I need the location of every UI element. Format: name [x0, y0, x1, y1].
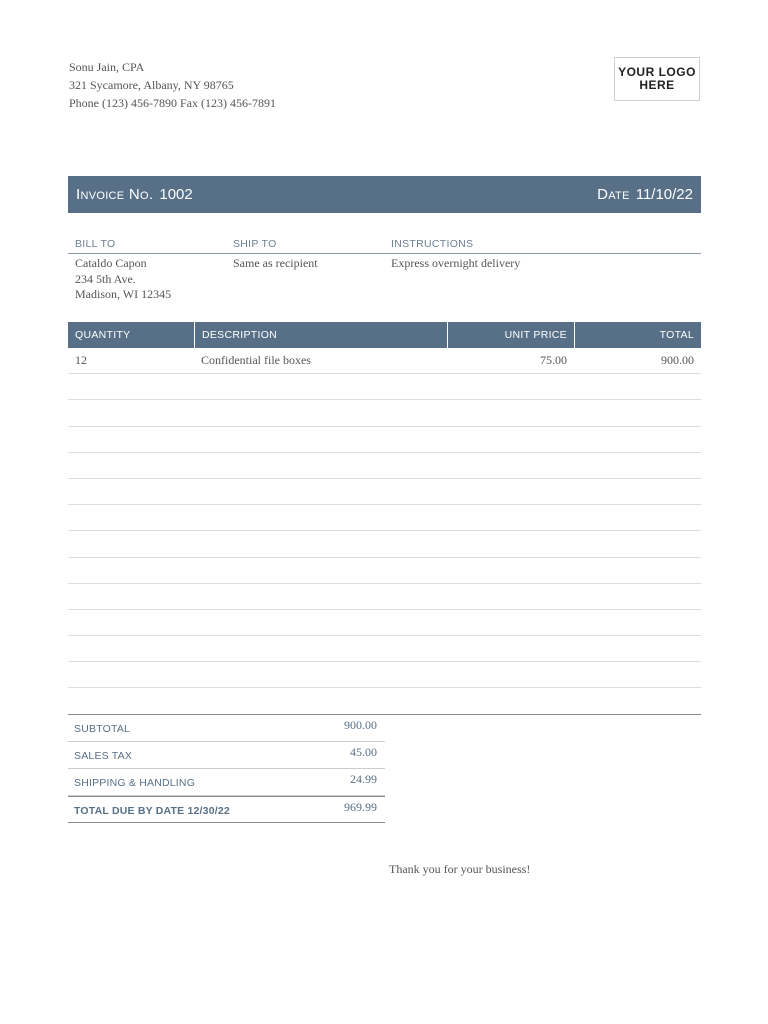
cell-description: [194, 374, 447, 399]
totals-block: [68, 715, 385, 823]
cell-description: [194, 531, 447, 556]
cell-quantity: [68, 662, 194, 687]
cell-quantity: [68, 453, 194, 478]
cell-unit-price: [447, 427, 574, 452]
table-row: [68, 531, 701, 557]
table-row: [68, 348, 701, 374]
cell-unit-price: [447, 479, 574, 504]
cell-quantity: 12: [75, 353, 87, 368]
cell-unit-price: [447, 531, 574, 556]
cell-unit-price: [447, 374, 574, 399]
cell-total: [574, 531, 701, 556]
totals-value: 900.00: [344, 718, 377, 732]
cell-quantity: [68, 400, 194, 425]
header-total: TOTAL: [574, 322, 701, 348]
cell-quantity: [68, 610, 194, 635]
cell-description: [194, 610, 447, 635]
sender-name: Sonu Jain, CPA: [69, 60, 145, 74]
cell-description: [194, 584, 447, 609]
invoice-date: 11/10/22: [635, 186, 693, 203]
items-table-body: [68, 348, 701, 715]
totals-row: [68, 796, 385, 823]
cell-unit-price: [447, 453, 574, 478]
cell-description: [194, 400, 447, 425]
invoice-number-label: Invoice No.: [76, 186, 154, 203]
totals-value: 969.99: [344, 800, 377, 814]
table-row: [68, 374, 701, 400]
cell-quantity: [68, 636, 194, 661]
bill-to-line: Cataldo Capon: [75, 256, 147, 270]
header-unit-price: UNIT PRICE: [447, 322, 574, 348]
totals-label: SHIPPING & HANDLING: [74, 777, 196, 789]
bill-to-line: 234 5th Ave.: [75, 271, 136, 286]
cell-unit-price: [447, 505, 574, 530]
cell-quantity: [68, 374, 194, 399]
totals-value: 45.00: [350, 745, 377, 759]
instructions: Express overnight delivery: [391, 256, 521, 270]
cell-unit-price: [447, 636, 574, 661]
cell-total: [574, 453, 701, 478]
cell-total: [574, 636, 701, 661]
table-row: [68, 400, 701, 426]
table-row: [68, 584, 701, 610]
header-quantity: QUANTITY: [68, 322, 194, 348]
cell-quantity: [68, 479, 194, 504]
cell-quantity: [68, 688, 194, 713]
totals-row: [68, 742, 385, 769]
header-description: DESCRIPTION: [194, 322, 447, 348]
table-row: [68, 453, 701, 479]
cell-description: [194, 636, 447, 661]
cell-description: [194, 662, 447, 687]
cell-description: Confidential file boxes: [201, 353, 311, 368]
logo-line-2: HERE: [639, 78, 675, 92]
cell-unit-price: [447, 610, 574, 635]
cell-description: [194, 505, 447, 530]
table-row: [68, 610, 701, 636]
cell-quantity: [68, 531, 194, 556]
cell-total: [574, 374, 701, 399]
thank-you-note: Thank you for your business!: [389, 862, 531, 876]
cell-total: [574, 662, 701, 687]
sender-phone-fax: Phone (123) 456-7890 Fax (123) 456-7891: [69, 96, 276, 110]
info-header: [68, 236, 701, 254]
logo-line-1: YOUR LOGO: [618, 65, 696, 79]
cell-total: [574, 505, 701, 530]
sender-block: [69, 58, 276, 112]
bill-to-label: BILL TO: [75, 238, 116, 250]
cell-total: [574, 427, 701, 452]
ship-to: Same as recipient: [233, 256, 318, 270]
cell-quantity: [68, 505, 194, 530]
items-table-header: [68, 322, 701, 348]
bill-to-line: Madison, WI 12345: [75, 287, 172, 301]
bill-to: [75, 256, 171, 303]
totals-value: 24.99: [350, 772, 377, 786]
instructions-label: INSTRUCTIONS: [391, 238, 474, 250]
cell-description: [194, 479, 447, 504]
cell-total: [574, 479, 701, 504]
cell-total: [574, 558, 701, 583]
ship-to-label: SHIP TO: [233, 238, 277, 250]
totals-label: SUBTOTAL: [74, 723, 131, 735]
table-row: [68, 427, 701, 453]
cell-total: [574, 610, 701, 635]
cell-quantity: [68, 558, 194, 583]
cell-unit-price: [447, 558, 574, 583]
invoice-date-label: Date: [597, 186, 630, 203]
table-row: [68, 662, 701, 688]
totals-label: TOTAL DUE BY DATE 12/30/22: [74, 805, 230, 817]
cell-unit-price: 75.00: [540, 353, 567, 368]
cell-description: [194, 427, 447, 452]
logo-placeholder: [614, 57, 700, 101]
invoice-number: 1002: [159, 186, 193, 203]
table-row: [68, 558, 701, 584]
table-row: [68, 505, 701, 531]
cell-total: 900.00: [661, 353, 694, 368]
cell-unit-price: [447, 688, 574, 713]
cell-unit-price: [447, 584, 574, 609]
totals-row: [68, 715, 385, 742]
totals-row: [68, 769, 385, 796]
cell-quantity: [68, 584, 194, 609]
cell-unit-price: [447, 662, 574, 687]
info-body: [68, 256, 701, 306]
totals-label: SALES TAX: [74, 750, 133, 762]
cell-total: [574, 400, 701, 425]
cell-unit-price: [447, 400, 574, 425]
table-row: [68, 479, 701, 505]
cell-quantity: [68, 427, 194, 452]
table-row: [68, 688, 701, 714]
cell-total: [574, 584, 701, 609]
cell-description: [194, 453, 447, 478]
table-row: [68, 636, 701, 662]
invoice-title-bar: [68, 176, 701, 213]
cell-total: [574, 688, 701, 713]
cell-description: [194, 558, 447, 583]
cell-description: [194, 688, 447, 713]
sender-address: 321 Sycamore, Albany, NY 98765: [69, 78, 234, 92]
